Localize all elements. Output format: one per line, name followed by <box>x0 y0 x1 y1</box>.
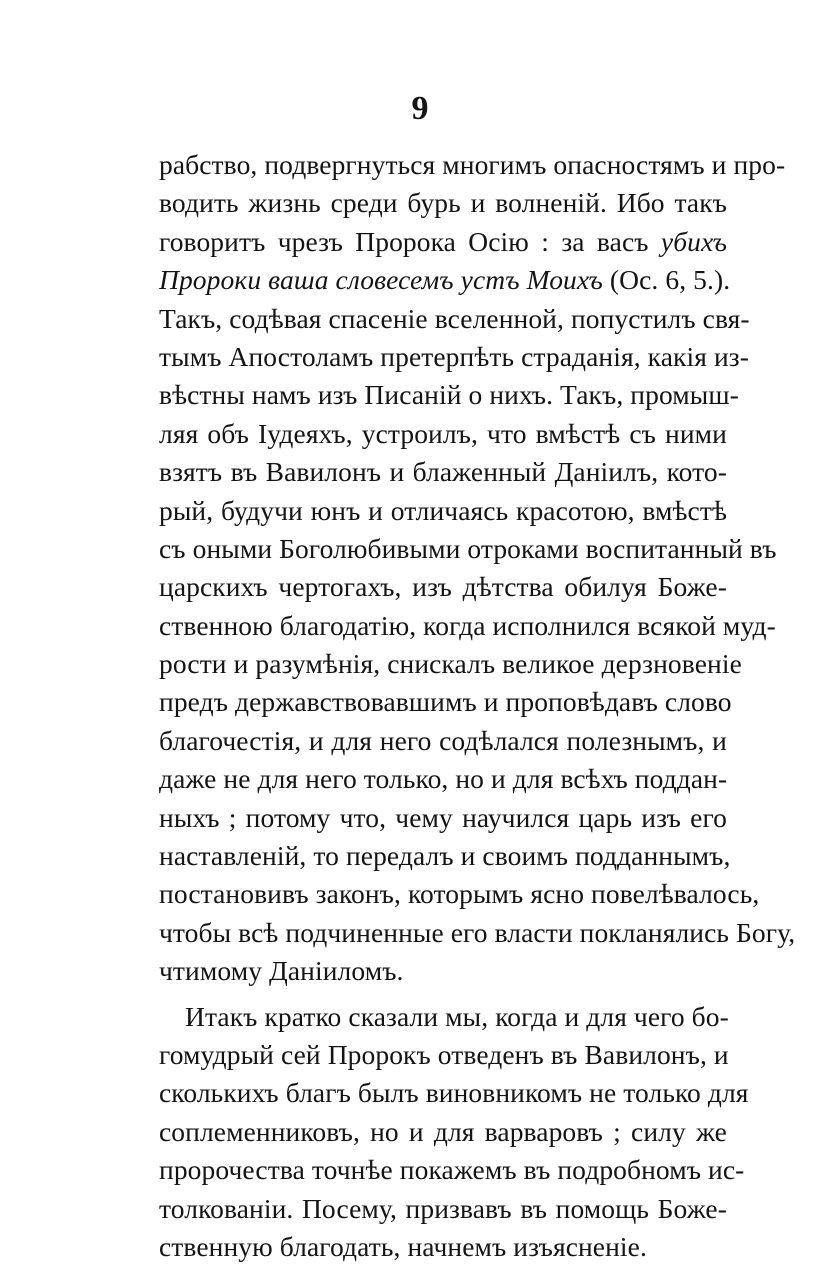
text-line: наставленій, то передалъ и своимъ подданнымъ, <box>159 840 731 872</box>
text-body <box>159 146 796 1266</box>
text-line: вѣстны намъ изъ Писаній о нихъ. Такъ, промыш- <box>159 379 739 411</box>
italic-quote: Пророки ваша словесемъ устъ Моихъ <box>159 264 603 296</box>
text-line: ныхъ ; потому что, чему научился царь изъ его <box>159 801 727 833</box>
text-line <box>159 261 731 299</box>
text-line: съ оными Боголюбивыми отроками воспитанный въ <box>159 532 777 564</box>
text-line: соплеменниковъ, но и для варваровъ ; силу же <box>159 1115 727 1147</box>
text-line: чтимому Даніиломъ. <box>159 955 404 987</box>
text-line: постановивъ законъ, которымъ ясно повелѣвалось, <box>159 878 760 910</box>
text-line-part: говоритъ чрезъ Пророка Осію : за васъ <box>159 225 649 257</box>
text-line: царскихъ чертогахъ, изъ дѣтства обилуя Боже- <box>159 571 727 603</box>
text-line: сколькихъ благъ былъ виновникомъ не только для <box>159 1077 749 1109</box>
text-line: пророчества точнѣе покажемъ въ подробномъ ис- <box>159 1154 745 1186</box>
text-line: ственною благодатію, когда исполнился всякой муд- <box>159 609 776 641</box>
text-line: взятъ въ Вавилонъ и блаженный Даніилъ, кото- <box>159 456 727 488</box>
text-line: рости и разумѣнія, снискалъ великое дерзновеніе <box>159 648 742 680</box>
text-line: даже не для него только, но и для всѣхъ поддан- <box>159 763 728 795</box>
italic-quote: убихъ <box>660 225 727 257</box>
text-line: благочестія, и для него содѣлался полезнымъ, и <box>159 724 727 756</box>
text-line: ственную благодать, начнемъ изъясненіе. <box>159 1230 647 1262</box>
text-line: гомудрый сей Пророкъ отведенъ въ Вавилонъ, и <box>159 1038 729 1070</box>
text-line: толкованіи. Посему, призвавъ въ помощь Боже- <box>159 1192 727 1224</box>
page-number: 9 <box>411 90 429 127</box>
paragraph-gap <box>159 991 727 998</box>
text-line: тымъ Апостоламъ претерпѣть страданія, какія из- <box>159 340 749 372</box>
text-line: чтобы всѣ подчиненные его власти покланялись Богу, <box>159 916 796 948</box>
text-line: предъ державствовавшимъ и проповѣдавъ слово <box>159 686 732 718</box>
text-line: Итакъ кратко сказали мы, когда и для чего бо- <box>185 1000 729 1032</box>
text-line: Такъ, содѣвая спасеніе вселенной, попустилъ свя- <box>159 302 750 334</box>
text-line: рый, будучи юнъ и отличаясь красотою, вмѣстѣ <box>159 494 727 526</box>
text-line: ляя объ Іудеяхъ, устроилъ, что вмѣстѣ съ ними <box>159 417 727 449</box>
text-line: водить жизнь среди бурь и волненій. Ибо такъ <box>159 187 727 219</box>
text-line <box>159 223 727 261</box>
text-line: рабство, подвергнуться многимъ опасностямъ и про- <box>159 149 786 180</box>
scripture-reference: (Ос. 6, 5.). <box>609 264 731 296</box>
